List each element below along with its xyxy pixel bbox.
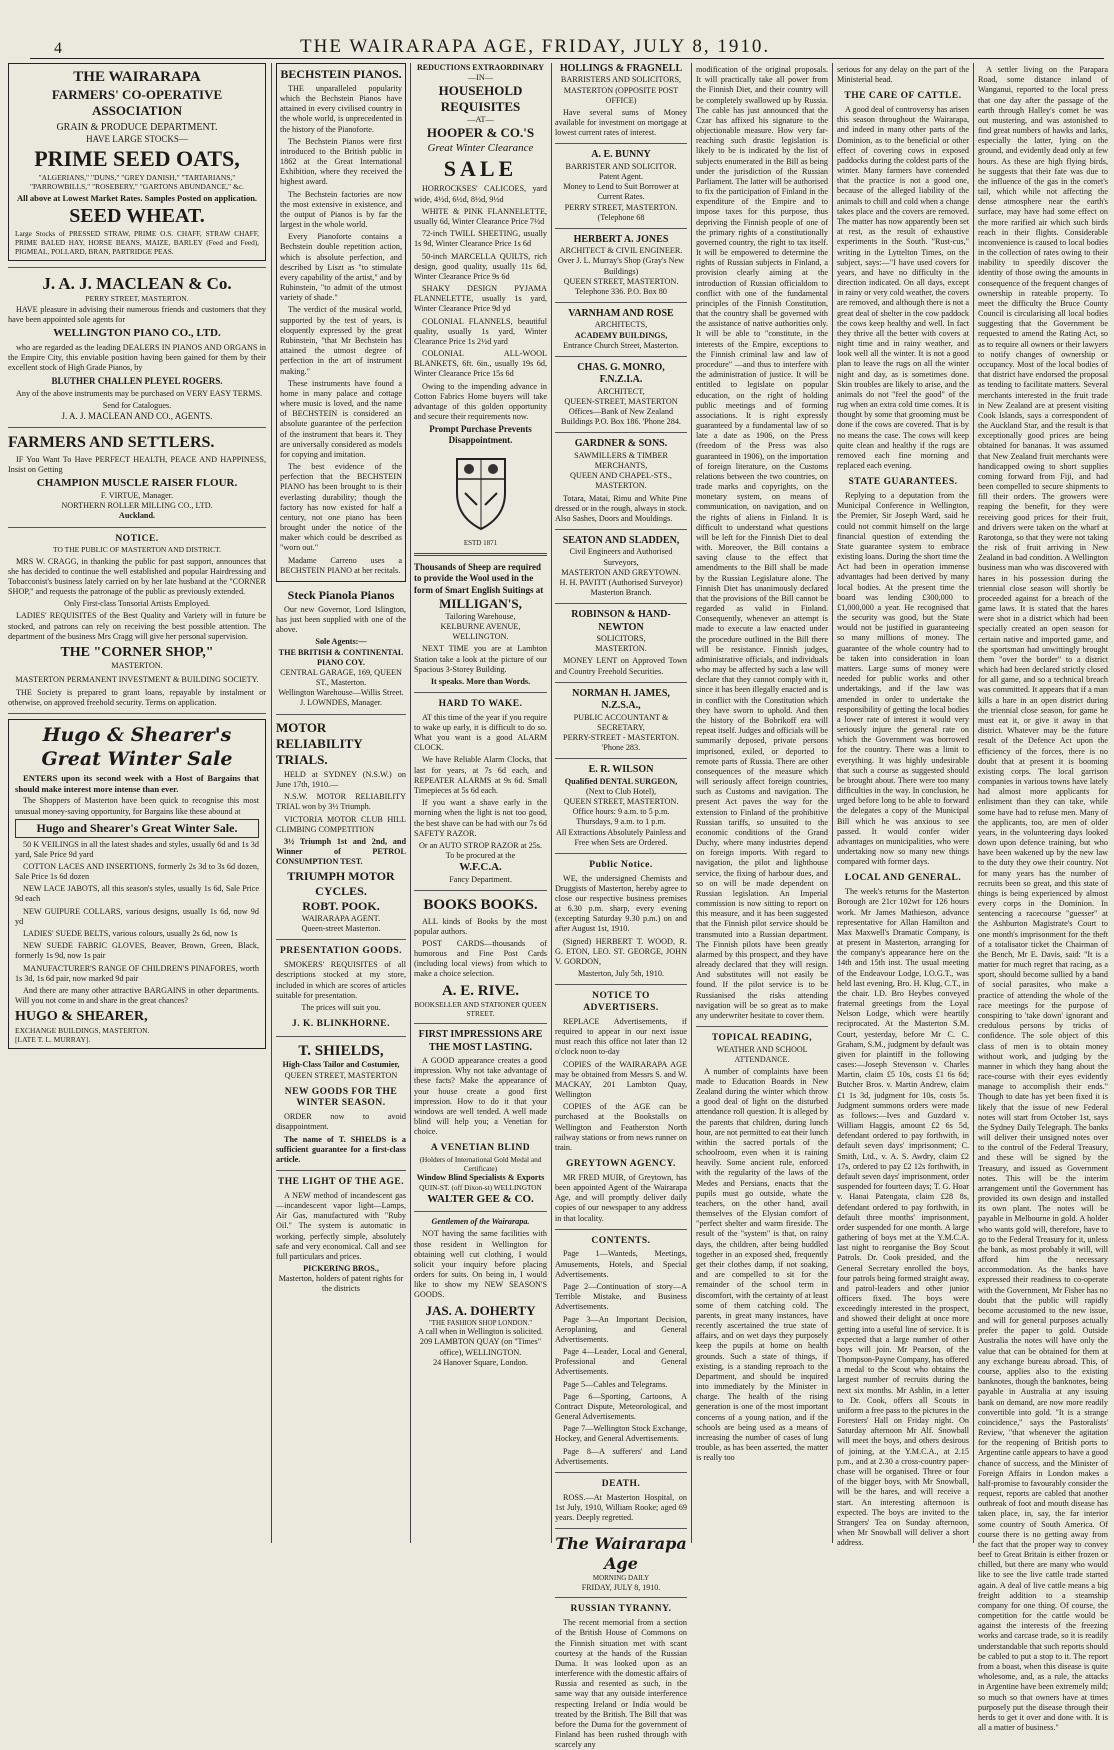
ad-headline: SEED WHEAT. [69, 204, 205, 227]
notice-text: Masterton, July 5th, 1910. [578, 969, 664, 979]
ad-item: NEW SUEDE FABRIC GLOVES, Beaver, Brown, Green, Black, formerly 1s 9d, now 1s pair [15, 941, 259, 961]
ad-headline: THE LIGHT OF THE AGE. [277, 1177, 405, 1188]
card-text: MASTERTON. [595, 644, 647, 654]
card-heading: HOLLINGS & FRAGNELL [559, 63, 683, 74]
column-rule [973, 63, 974, 1543]
maclean-ad [8, 273, 266, 423]
ad-text: Auckland. [118, 511, 156, 521]
notice-text: COPIES of the WAIRARAPA AGE may be obtained from Messrs S. and W. MACKAY, 201 Lambton Quay, Wellington [555, 1059, 687, 1100]
article-text: The week's returns for the Masterton Borough are 21cr 102wt for 126 hours work. Mr James Mathieson, advance representative for Allan Hamilton and Max Maxwell's Dramatic Company, is at present in Masterton, arranging for the company's appearance here on the 14th and 15th inst. The usual meeting of the Endeavour Lodge, I.O.G.T., was held last evening, Bro. H. Klug, C.T., in the chair. I.D. Bro Heybes conveyed fraternal greetings from the Loyal Nelson Lodge, which were heartily reciprocated. At the Masterton S.M. Court, yesterday, before Mr C. C. Graham, S.M., judgment by default was given for plaintiff in the following cases:—Joseph Stevenson v. Charles Martin, claim £5 10s, costs £1 6s 6d; Butcher Bros. v. Martin Andrew, claim £1 1s 3d, judgment for 10s, costs 5s. Judgment summons orders were made as follows:—Ives and Guzdard v. William Haggis, amount £2 6s 5d, defendant ordered to pay forthwith, in default seven days' imprisonment; C. Smith, Ltd., v. A. S. Awdry, claim £2 17s, ordered to pay £2 12s forthwith, in default seven days' imprisonment, order suspended for fourteen days; T. G. Hoar v. Hanai Patengata, claim £28 8s, defendant ordered to pay forthwith, in default three months' imprisonment, order suspended for one month. A large gathering of boys met at the Y.M.C.A. last night to reorganise the Boy Scout Patrols. Dr. Cook presided, and the General Secretary enrolled the boys, four patrols being formed straight away, and patrol-leaders and other junior officers fixed. The boys were exceedingly interested in the prospect, and showed their delight at once more getting into a useful line of service. It is expected that a large number of other boys will join. Mr Pearson, of the Thompson-Payne Company, has offered a medal to the Scout who obtains the largest number of recruits during the next six months. Mr Ashlin, in a letter to Dr. Cook, offers all Scouts in uniform a free pass to the pictures in the Foresters' Hall on Friday night. On Saturday afternoon Mr Alf. Snowball will meet the boys, and others desirous of joining, at the Y.M.C.A., at 2.15 p.m., and at 2.30 a cross-country paper-chase will be organised. Three or four of the bigger boys, with Mr Snowball, will be the hares, and will receive a start. An interesting afternoon is expected. The boys are invited to the Strangers' Tea on Sunday afternoon, when Mr Snowball will deliver a short address. [837, 887, 969, 1548]
card-heading: NORMAN H. JAMES, N.Z.S.A., [572, 687, 670, 712]
card-text: Telephone 336. P.O. Box 80 [575, 286, 667, 296]
ad-text: All above at Lowest Market Rates. Samples Posted on application. [16, 193, 258, 204]
ad-text: BOOKSELLER AND STATIONER QUEEN STREET. [414, 1000, 547, 1019]
notice-text: COPIES of the AGE can be purchased at the Bookstalls on Wellington and Featherston North railway stations or from news runner on train. [555, 1102, 687, 1152]
separator [555, 758, 687, 759]
notice-heading: NOTICE. [115, 533, 159, 544]
column-rule [691, 63, 692, 1543]
article-heading: TOPICAL READING, [711, 1033, 813, 1044]
ad-headline: Gentlemen of the Wairarapa. [431, 1217, 530, 1227]
ad-headline: PRIME SEED OATS, [34, 146, 240, 172]
notice-text: Only First-class Tonsorial Artists Employed. [64, 599, 210, 609]
contents-item: Page 3—An Important Decision, Aeroplaning, and General Advertisements. [555, 1314, 687, 1344]
ad-headline: W.F.C.A. [459, 861, 502, 874]
ad-text: "THE FASHION SHOP LONDON." [428, 1318, 533, 1327]
ad-text: Wellington Warehouse—Willis Street. [278, 688, 404, 698]
newspaper-title: THE WAIRARAPA AGE, FRIDAY, JULY 8, 1910. [300, 36, 771, 57]
separator [555, 228, 687, 229]
ad-text: PERRY STREET, MASTERTON. [85, 293, 189, 303]
ad-text: NOT having the same facilities with those resident in Wellington for obtaining well cut clothing, I would solicit your inquiry before placing orders for suits. On being in, I would like to show my NEW SEASON'S GOODS. [414, 1229, 547, 1300]
separator [555, 1597, 687, 1598]
ad-text: WELLINGTON. [452, 632, 509, 642]
separator [414, 1211, 547, 1212]
ad-text: The name of T. SHIELDS is a sufficient guarantee for a first-class article. [276, 1134, 406, 1164]
ad-text: THE unparalleled popularity which the Bechstein Pianos have attained in every civilised country in the whole world, is unprecedented in the history of the Pianoforte. [280, 83, 402, 134]
contents-item: Page 6—Sporting, Cartoons, A Contract Dispute, Meteorological, and General Advertisements. [555, 1391, 687, 1422]
article-text: A good deal of controversy has arisen this season throughout the Wairarapa, and indeed in many other parts of the Dominion, as to the beneficial or other effect of covering cows in exposed paddocks during the coldest parts of the winter. Many farmers have contended that the practice is not a good one, because of the alleged liability of the animals to chill and cold when a change takes place and the covers are removed. The matter has now apparently been set at rest, as the result of exhaustive experiments in the South. "Rust-cus," writing in the Lyttelton Times, on the subject, says:—"I have used covers for years, and have no difficulty in the direction indicated. On all days, except in rainy or very cold weather, the covers are removed, and although there is not a great deal of shelter in the cow paddock the cows keep healthy and well. In fact they thrive all the better with covers at night time and in rainy weather, and look well all the winter. It is not a good plan to leave the rugs on all the winter night and day, as is sometimes done. Skin troubles are likely to arise, and the animals do not "feel the good" of the rug when an extra cold time comes. It is thought by some that grooming must be done if the cows are covered. That is by no means the case. The cows will keep quite clean and healthy if the rugs are removed each fine morning and replaced each evening. [837, 105, 969, 471]
crest-caption: ESTD 1871 [463, 538, 498, 547]
notice-text: LADIES' REQUISITES of the Best Quality and Variety will in future be stocked, and patrons can rely on receiving the best possible attention. The department of the business Mrs Cragg will give her personal supervision. [8, 611, 266, 641]
ad-text: NEXT TIME you are at Lambton Station take a look at the picture of our Spacious 3-Storey Building. [414, 644, 547, 674]
card-text: Office hours: 9 a.m. to 5 p.m. Thursdays, 9 a.m. to 1 p.m. [572, 807, 670, 827]
ad-text: (Holders of International Gold Medal and Certificate) [419, 1155, 542, 1174]
ad-text: F. VIRTUE, Manager. [100, 491, 174, 500]
card-heading: ROBINSON & HAND-NEWTON [571, 609, 671, 633]
article-text: serious for any delay on the part of the Ministerial head. [837, 65, 969, 85]
ad-text: KELBURNE AVENUE, [440, 621, 521, 631]
death-notice [555, 1479, 687, 1523]
card-text: QUEEN STREET, MASTERTON. [563, 276, 679, 286]
ad-heading: THE WAIRARAPA [73, 69, 201, 85]
article-heading: RUSSIAN TYRANNY. [570, 1604, 672, 1615]
masthead-rule [30, 58, 1104, 59]
card-text: Entrance Church Street, Masterton. [563, 340, 679, 350]
separator [555, 603, 687, 604]
ad-text: The Bechstein Pianos were first introduced to the British public in 1862 at the Great International Exhibition, where they received the highest award. [280, 136, 402, 187]
russian-tyranny-article [555, 1604, 687, 1750]
ad-headline: SALE [443, 156, 518, 182]
ad-text: A call when in Wellington is solicited. [418, 1327, 543, 1337]
corner-shop-notice [8, 534, 266, 708]
contents-item: Page 4—Leader, Local and General, Professional and General Advertisements. [555, 1347, 687, 1377]
ad-text: The Bechstein factories are now the most extensive in existence, and the output of Pianos is by far the largest in the whole world. [280, 189, 402, 230]
public-notice [555, 860, 687, 979]
ad-text: —IN— [467, 72, 493, 82]
notice-heading: THE "CORNER SHOP," [60, 644, 214, 660]
ad-text: High-Class Tailor and Costumier, [282, 1060, 400, 1070]
separator [555, 1472, 687, 1473]
separator [696, 1026, 828, 1027]
card-text: Qualified DENTAL SURGEON, [564, 776, 678, 786]
article-text: The recent memorial from a section of the British House of Commons on the Finnish situation met with scant courtesy at the hands of the Russian Duma. It was looked upon as an interference with the domestic affairs of Russia and resented as such, in the same way that any outside interference respecting Ireland or India would be treated by the British. The Bill that was before the Duma for the government of Finland has been rushed through with scarcely any [555, 1618, 687, 1750]
card-text: ARCHITECTS, [594, 320, 648, 330]
ad-text: If you want a shave early in the morning when the light is not too good, the best shave can be had with our 7s 6d SAFETY RAZOR. [414, 798, 547, 838]
crest-shield-icon [449, 453, 513, 533]
ad-headline: HUGO & SHEARER, [15, 1009, 148, 1025]
card-text: SAWMILLERS & TIMBER MERCHANTS, [574, 450, 668, 471]
ad-item: NEW GUIPURE COLLARS, various designs, usually 1s 6d, now 9d yd [15, 906, 259, 926]
separator [555, 984, 687, 985]
ad-headline: J. K. BLINKHORNE. [292, 1019, 390, 1030]
ad-item: COLONIAL ALL-WOOL BLANKETS, 6ft. 6in., usually 19s 6d, Winter Clearance Price 15s 6d [414, 349, 547, 379]
column-5 [696, 63, 828, 1543]
ad-headline: Hugo and Shearer's Great Winter Sale. [15, 819, 259, 838]
ad-text: BLUTHER CHALLEN PLEYEL ROGERS. [51, 375, 223, 386]
ad-text: HAVE pleasure in advising their numerous friends and customers that they have been appointed sole agents for [8, 305, 266, 325]
ad-text: A GOOD appearance creates a good impression. Why not take advantage of these facts? Make the appearance of your house create a good first impression. How to do it that your windows are well tended. A well made blind will help you; a Venetian for choice. [414, 1056, 547, 1137]
notice-heading: GREYTOWN AGENCY. [566, 1159, 676, 1170]
ad-headline: Great Winter Clearance [427, 141, 534, 154]
ad-headline: TRIUMPH MOTOR CYCLES. [287, 869, 395, 899]
notice-heading: NOTICE TO ADVERTISERS. [583, 991, 659, 1014]
article-text: modification of the original proposals. It will practically take all power from the Finnish Diet, and their country will be completely swallowed up by Russia. The cable has just announced that the Czar has affixed his signature to the objectionable measure. How very far-reaching such drastic legislation is likely to be is indicated by the list of subjects enumerated in the Bill as being under the jurisdiction of the Russian Parliament. The latter will be authorised to fix the participation of Finland in the expenditure of the Empire and to impose taxes for this purpose, thus depriving the Finnish people of one of the primary rights of a constitutionally governed country, the right to tax itself. It will be empowered to determine the rights of Russian subjects in Finland, a provision clearly aiming at the introduction of Russian officialdom to conflict with one of the fundamental principles of the Finnish Constitution, that the country shall be governed with the assistance of native authorities only. It will be able to "constitute, in the interests of the Empire, exceptions to the Finnish criminal law and law of procedure" —and thus to interfere with the administration of justice. It will be entitled to legislate on popular education, on the right of holding public meetings and of forming associations. It is right expressly guaranteed by a fundamental law of so late a date as 1906, on the Press (freedom of the Press was also guaranteed in 1906), on the importation of foreign literature, on the Customs relations between the two countries, on trade marks and copyrights, on the monetary system, on means of communication, on navigation, and on the rights of aliens in Finland. It is difficult to understand what questions will be left for the Finnish Diet to deal with. Moreover, the Bill contains a saving clause to the effect that amendments to the Bill shall be made by the Russian Legislature alone. The Finnish Diet has unanimously declared that the provisions of the Bill cannot be regarded as valid in Finland. Consequently, whenever an attempt is made to execute a law enacted under the procedure outlined in the Bill there will be resistance. Finnish judges, administrative officials, and individuals who may be affected by such a law will declare that they cannot comply with it, since it has been illegally enacted and is in conflict with the Constitution which they have sworn to uphold. And then the history of the Bobrikoff era will repeat itself. Judges and officials will be summarily deposed, private persons imprisoned, exiled, or deported to remote parts of Russia. There are other consequences of the measure which will seriously affect foreign countries, such as Customs and navigation. The present Act paves the way for the extension to Finland of the prohibitive Russian tariffs, so unsuited to the economic conditions of the Grand Duchy, where many industries depend on foreign imports. With regard to navigation, the pilot and lighthouse service, the fixing of harbour dues, and so on will be made dependent on Russian legislation. An Imperial commission is now sitting to report on this measure, and it has been suggested that the Finnish pilot service should be transmuted into a Russian department. The Finnish pilots have been greatly alarmed by this prospect, and they have already declared that they will resign. And substitutes will not easily be found. If the pilot service is to be Russianised the risks attending navigation will be so great as to make any underwriter hesitate to cover them. [696, 65, 828, 1020]
card-text: Offices—Bank of New Zealand Buildings P.O. Box 186. 'Phone 284. [561, 407, 681, 427]
ad-text: Or an AUTO STROP RAZOR at 25s. [418, 840, 543, 850]
ad-headline: FARMERS AND SETTLERS. [8, 434, 215, 452]
card-text: ARCHITECT & CIVIL ENGINEER. [559, 246, 683, 256]
card-text: QUEEN AND CHAPEL-STS., MASTERTON. [570, 471, 672, 491]
ad-headline: ROBT. POOK. [302, 899, 380, 914]
ad-text: Queen-street Masterton. [301, 924, 381, 934]
ad-text: It speaks. More than Words. [430, 676, 531, 686]
ad-text: AT this time of the year if you require to wake up early, it is difficult to do so. What you want is a good ALARM CLOCK. [414, 712, 547, 753]
ad-text: ALL kinds of Books by the most popular authors. [414, 916, 547, 936]
ad-headline: HOOPER & CO.'S [426, 125, 535, 141]
ad-text: A NEW method of incandescent gas—incandescent vapor light—Lamps, Air Gas, manufactured with "Ruby Oil." The system is automatic in working, perfectly simple, absolutely safe and very economical. Call and see full particulars and prices. [276, 1190, 406, 1261]
ad-text: The verdict of the musical world, supported by the test of years, is eloquently expressed by the great Rubinstein, "that Mr Bechstein has attained the utmost degree of perfection in the art of instrument making." [280, 305, 402, 376]
column-7 [978, 63, 1108, 1733]
article-heading: THE CARE OF CATTLE. [844, 91, 962, 102]
ad-item: MANUFACTURER'S RANGE OF CHILDREN'S PINAFORES, worth 1s 3d, 1s 6d pair, now marked 9d pair [15, 963, 259, 983]
ad-text: Our new Governor, Lord Islington, has just been supplied with one of the above. [276, 604, 406, 635]
ad-text: We have Reliable Alarm Clocks, that last for years, at 7s 6d each, and REPEATER ALARMS at 9s 6d. Small Timepieces at 5s 6d each. [414, 755, 547, 795]
card-heading: HERBERT A. JONES [573, 233, 669, 245]
card-text: H. H. PAVITT (Authorised Surveyor) Masterton Branch. [559, 577, 683, 598]
editorial-flag [555, 1534, 687, 1592]
editorial-date: FRIDAY, JULY 8, 1910. [581, 1582, 661, 1592]
article-heading: STATE GUARANTEES. [848, 477, 958, 488]
separator [8, 427, 266, 428]
separator [276, 1170, 406, 1171]
ad-headline: BOOKS BOOKS. [423, 896, 538, 913]
ad-text: Masterton, holders of patent rights for the districts [278, 1274, 404, 1294]
ad-text: who are regarded as the leading DEALERS IN PIANOS AND ORGANS in the Empire City, this enviable position having been gained for them by their excellent stock of High Grade Pianos, by [8, 343, 266, 373]
ad-item: LADIES' SUEDE BELTS, various colours, usually 2s 6d, now 1s [23, 929, 238, 938]
card-heading: VARNHAM AND ROSE [568, 308, 674, 320]
separator [414, 692, 547, 693]
separator [414, 553, 547, 556]
advertisers-notice [555, 991, 687, 1223]
notice-text: THE Society is prepared to grant loans, repayable by instalment or otherwise, on approved freehold security. Terms on application. [8, 687, 266, 707]
column-3 [414, 63, 547, 1543]
column-2 [276, 63, 406, 1543]
ad-text: Thousands of Sheep are required to provide the Wool used in the form of Smart English Suitings at [414, 562, 544, 595]
column-rule [832, 63, 833, 1543]
editorial-subtitle: MORNING DAILY [592, 1573, 650, 1582]
doherty-ad [414, 1217, 547, 1368]
steck-ad [276, 588, 406, 709]
contents-list [555, 1236, 687, 1467]
card-text: ACADEMY BUILDINGS, [574, 330, 668, 340]
notice-text: WE, the undersigned Chemists and Druggists of Masterton, hereby agree to close our respective business premises at 6.30 p.m. sharp, every evening (excepting Saturday 9.30 p.m.) on and after August 1st, 1910. [555, 873, 687, 934]
ad-text: The best evidence of the perfection that the BECHSTEIN PIANO has been brought to is their everlasting durability; though the factory has now existed for half a century, not one piano has been brought under the notice of the maker which could be described as "worn out." [280, 462, 402, 553]
contents-item: Page 7—Wellington Stock Exchange, Hockey, and General Advertisements. [555, 1424, 687, 1444]
column-6 [837, 63, 969, 1548]
column-rule [271, 63, 272, 1543]
notice-text: MRS W. CRAGG, in thanking the public for past support, announces that she has decided to continue the well established and popular Hairdressing and Tobacconist's business lately carried on by her late husband at the "CORNER SHOP," and requests the patronage of the public as previously extended. [8, 556, 266, 597]
ad-headline: HARD TO WAKE. [438, 699, 523, 710]
ad-headline: BECHSTEIN PIANOS. [280, 67, 402, 81]
card-text: SOLICITORS, [596, 634, 646, 644]
separator [414, 890, 547, 891]
ad-text: Fancy Department. [449, 874, 512, 884]
ad-headline: PRESENTATION GOODS. [279, 946, 403, 957]
ad-item: 50 K VEILINGS in all the latest shades and styles, usually 6d and 1s 3d yard, Sale Price 9d yard [15, 839, 259, 859]
ad-text: VICTORIA MOTOR CLUB HILL CLIMBING COMPETITION [276, 814, 406, 834]
ad-text: PICKERING BROS., [303, 1264, 379, 1274]
ad-text: To be procured at the [445, 851, 516, 861]
card-text: Patent Agent. [598, 171, 644, 181]
card-text: MONEY LENT on Approved Town and Country Freehold Securities. [555, 656, 687, 676]
ad-text: EXCHANGE BUILDINGS, MASTERTON. [15, 1025, 150, 1035]
article-subheading: WEATHER AND SCHOOL ATTENDANCE. [716, 1044, 808, 1064]
contents-item: Page 8—A sufferers' and Land Advertisements. [555, 1446, 687, 1466]
column-rule [410, 63, 411, 1543]
ad-text: QUIN-ST. (off Dixon-st) WELLINGTON [419, 1183, 542, 1193]
column-4 [555, 63, 687, 1750]
ad-item: 72-inch TWILL SHEETING, usually 1s 9d, Winter Clearance Price 1s 6d [414, 229, 547, 249]
separator [276, 1036, 406, 1037]
card-text: Money to Lend to Suit Borrower at Current Rates. [563, 182, 679, 202]
motor-trials-ad [276, 720, 406, 1295]
ad-text: Large Stocks of PRESSED STRAW, PRIME O.S. CHAFF, STRAW CHAFF, PRIME BALED HAY, HORSE BEANS, MAIZE, BARLEY (Feed and Feed), PIGMEAL, POLLARD, BRAN, PARTRIDGE PEAS. [15, 228, 259, 256]
card-heading: GARDNER & SONS. [574, 438, 668, 450]
ad-text: POST CARDS—thousands of humorous and Fine Post Cards (including local views) from which to make a choice selection. [414, 938, 547, 979]
ad-text: The prices will suit you. [301, 1002, 381, 1012]
card-text: QUEEN-STREET, MASTERTON [564, 396, 678, 406]
card-text: 'Phone 283. [601, 743, 641, 753]
ad-item: COLONIAL FLANNELS, beautiful quality, usually 1s yard, Winter Clearance Price 1s 2½d yard [414, 316, 547, 346]
ad-headline: Steck Pianola Pianos [287, 587, 395, 602]
ad-text: J. LOWNDES, Manager. [299, 698, 383, 708]
contents-item: Page 5—Cables and Telegrams. [563, 1379, 668, 1389]
flour-ad [8, 433, 266, 521]
article-heading: LOCAL AND GENERAL. [844, 873, 962, 884]
ad-text: 209 LAMBTON QUAY (on "Times" office), WELLINGTON. [419, 1337, 542, 1357]
ad-headline: A VENETIAN BLIND [430, 1143, 531, 1154]
ad-text: HAVE LARGE STOCKS— [86, 134, 188, 145]
ad-text: SMOKERS' REQUISITES of all descriptions stocked at my store, included in which are scores of articles suitable for presentation. [276, 960, 406, 1000]
card-text: Totara, Matai, Rimu and White Pine dressed or in the rough, always in stock. Also Sashes, Doors and Mouldings. [555, 493, 687, 523]
separator [555, 682, 687, 683]
ad-text: Window Blind Specialists & Exports [416, 1173, 545, 1183]
separator [555, 356, 687, 357]
ad-headline: HOUSEHOLD REQUISITES [438, 83, 523, 115]
professional-cards [555, 63, 687, 848]
notice-text: TO THE PUBLIC OF MASTERTON AND DISTRICT. [53, 545, 221, 555]
ad-text: Sole Agents:— [315, 637, 367, 647]
ad-item: HORROCKSES' CALICOES, yard wide, 4½d, 6½d, 8½d, 9½d [414, 184, 547, 204]
article-text: Replying to a deputation from the Municipal Conference in Wellington, the Premier, Sir Joseph Ward, said he could not commit himself on the large financial question of extending the State guarantee system to embrace existing loans. During the short time the Act had been in operation immense advantages had been derived by many local bodies. At the present time the board was lending £300,000 to £1,000,000 a year. He recognised that the security was good, but the State would not be justified in guaranteeing so many millions of money. The guarantee of the whole country had to be taken into consideration in loan matters. Large sums of money were needed for public works and other undertakings, and if the law was amended in order to undertake the responsibility of getting the local bodies a lower rate of interest it would very seriously injure the general rate on which the Government was borrowed for the country. There was a limit to everything. It was highly undesirable that such a course as suggested should be brought about. There were too many difficulties in the way. In conclusion, he urged before long to be able to forward the delegates a copy of the Municipal Bill which he was anxious to see passed. It would confer wider advantages on municipalities, who were undertaking now so many new things compared with former days. [837, 491, 969, 867]
ad-text: The Shoppers of Masterton have been quick to recognise this most unusual money-saving opportunity, for Bargains like these abound at [15, 796, 259, 816]
contents-item: Page 1—Wanteds, Meetings, Amusements, Hotels, and Special Advertisements. [555, 1249, 687, 1279]
ad-headline: A. E. RIVE. [441, 982, 520, 999]
separator [555, 1528, 687, 1529]
editorial-title: The Wairarapa Age [555, 1534, 687, 1574]
card-text: BARRISTER AND SOLICITOR. [565, 161, 677, 171]
contents-item: Page 2—Continuation of story—A Terrible Mistake, and Business Advertisements. [555, 1282, 687, 1312]
ad-heading: FARMERS' CO-OPERATIVE ASSOCIATION [51, 86, 223, 118]
card-text: PUBLIC ACCOUNTANT & SECRETARY, [573, 712, 669, 732]
separator [555, 1229, 687, 1230]
ad-text: ORDER now to avoid disappointment. [276, 1112, 406, 1132]
separator [8, 713, 266, 714]
ad-text: IF You Want To Have PERFECT HEALTH, PEACE AND HAPPINESS, Insist on Getting [8, 455, 266, 475]
separator [276, 939, 406, 940]
ad-text: Any of the above instruments may be purchased on VERY EASY TERMS. [16, 388, 263, 398]
separator [8, 267, 266, 268]
ad-text: THE BRITISH & CONTINENTAL PIANO COY. [278, 647, 404, 667]
card-text: Have several sums of Money available for investment on mortgage at lowest current rates of interest. [555, 107, 687, 138]
milligan-ad [414, 562, 547, 687]
ad-headline: JAS. A. DOHERTY [425, 1302, 536, 1318]
card-text: All Extractions Absolutely Painless and Free when Sets are Ordered. [555, 827, 687, 847]
ad-headline: WELLINGTON PIANO CO., LTD. [53, 327, 221, 340]
card-text: ARCHITECT, [597, 386, 645, 396]
article-text: A settler living on the Parapara Road, some distance inland of Wanganui, reported to the local press that one day after the passage of the earth through Halley's comet he was out mustering, and was astonished to find great numbers of hawks and larks, especially the latter, lying on the ground, and evidently dead only at few hours. As these are high flying birds, he suggests that their fate was due to the influence of the gas in the comet's tail, which while not affecting the dense atmosphere near the earth's surface, may have had some effect on the more rarified air which such birds reach in their flights. Considerable inconvenience is caused to local bodies in the collection of rates owing to their inability to speedily discover the identity of those owing the amounts in consequence of the frequent changes of ownership in rateable property. To meet the difficulty the Bruce County Council is circularising all local bodies suggesting that the Government be requested to amend the Rating Act, so as to require all owners or their lawyers to notify changes of ownership or occupancy. Most of the local bodies of that district have endorsed the proposal as tending to facilitate matters. Several merchants interested in the fruit trade in New Zealand are at present visiting Cook Islands, says a correspondent of the Auckland Star, and the result is that exceptionally good prices are being obtained for bananas. It was assumed that New Zealand fruit merchants were handicapped owing to short supplies coming forward from Fiji, and had been compelled to secure shipments to fill their orders. The growers were reaping the benefit, for they were receiving good prices for their fruit, and drivers were taken on the wharf at Rarotonga, so that they were not taking the risk of fruit arriving in New Zealand in bad condition. A Wellington business man who was discovered with hares in his possession during the triennial close season will shortly be proceeded against for a breach of the game laws. It is stated that the hares were shot in a district which had been specially created an open season for certain native and imported game, and the sportsman had unwittingly brought them "over the border" to a district which had been declared strictly closed for all game, and so a technical breach was committed. It appears that if a man kills a hare in an open district during the triennial close season, for game he must eat it, or give it away in that district. Whatever may be the future result of the Defence Act upon the efficiency of the forces, there is no doubt that at present it is booming existing corps. The local garrison companies in various towns have lately had almost more applicants for enlistment than they can take, while some have had to refuse men. Many of the applicants, too, are men of older years, in the volunteering days looked down upon defence training, but who have been wakened up by the new law to the duty they owe their country. Not for many years has the number of recruits been so great, and this state of things is being experienced by almost every corps in the Dominion. In sentencing a racecourse "guesser" at the Ashburton Magistrate's Court to one month's imprisonment for the theft of a totalisator ticket the Chairman of the Bench, Mr E. Davis, said: "It is a matter for much regret that racing, as a sport, should become sullied by a band of social parasites, who make a practice of attending the whole of the race meetings for the purpose of conspiring to 'take down' ignorant and credulous persons by tricks of confidence. The sole object of this class of men is to obtain money without work, and judging by the manner in which they hang about the race-course with their eyes evidently manage to accomplish their ends." Though to date has yet been fixed it is likely that the issue of new Federal notes will start from October 1st, says the Sydney Daily Telegraph. The banks will deliver their unsigned notes over to the control of the Federal Treasury, and these will be signed by the Treasury, and issued as Government notes. This will be the interim arrangement until the Government has provided its own design and installed its own plant. The notes will be payable in Melbourne in gold. A holder who wants gold will, therefore, have to go to the Federal Treasury for it, unless the bank, as most probably it will, will afford him the necessary accommodation. As the banks have expressed their readiness to co-operate with the Government, Mr Fisher has no doubt that the public will rapidly become accustomed to the new issue, and will for general purposes actually prefer the paper to gold. Outside Australia the notes will have only the value that can be obtained for them at any exchange bureau abroad. This, of course, applies also to the existing banknotes, though the banknotes, being payable in Australia at any issuing bank on demand, are now more readily convertible into gold. "It is a strange coincidence," says the Pastoralists' Review, "that whenever the agitation for the reopening of British ports to Argentine cattle appears to have a good chance of success, and the Minister of Foreign Affairs in London makes a half-promise to favourably consider the request, reports are cabled that another outbreak of foot and mouth disease has taken place, in, say, the far interior some country of South America. Of course there is no getting away from the fact that the proper way to convey beef to Great Britain is either frozen or chilled, but there are many who would like to see the live cattle trade started again. A deal of live cattle means a big freight addition to a steamship company for one thing. Of course, the competition for the cattle would be against the interests of the freezing works and carcase trade, so it is readily understandable that such reports should be cabled to put a stop to it. The report from a boast, when this disease is quite wholesome, and, as a rule, the attacks in Argentine have been extremely mild; so much so that owners have at times purposely put the disease through their herds to get it over and done with. It is all a matter of business." [978, 65, 1108, 1733]
card-text: BARRISTERS AND SOLICITORS, [560, 75, 682, 85]
ad-headline: T. SHIELDS, [298, 1042, 384, 1059]
card-heading: E. R. WILSON [588, 764, 654, 776]
card-heading: CHAS. G. MONRO, F.N.Z.I.A. [577, 362, 665, 386]
ad-headline: MOTOR RELIABILITY TRIALS. [276, 719, 363, 767]
ad-item: NEW LACE JABOTS, all this season's styles, usually 1s 6d, Sale Price 9d each [15, 884, 259, 904]
ad-item: COTTON LACES AND INSERTIONS, formerly 2s 3d to 3s 6d dozen, Sale Price 1s 6d dozen [15, 861, 259, 882]
separator [8, 527, 266, 528]
notice-heading: DEATH. [601, 1478, 641, 1489]
alarm-clock-ad [414, 699, 547, 885]
notice-text: REPLACE Advertisements, if required to appear in our next issue must reach this office not later than 12 o'clock noon to-day [555, 1016, 687, 1057]
ad-text: Send for Catalogues. [102, 400, 172, 410]
card-heading: A. E. BUNNY [591, 149, 651, 161]
card-text: QUEEN STREET, MASTERTON. [563, 796, 679, 806]
separator [555, 853, 687, 854]
page-number: 4 [54, 40, 62, 57]
separator [555, 302, 687, 303]
ad-headline: Hugo & Shearer's Great Winter Sale [41, 724, 233, 770]
card-text: PERRY STREET, MASTERTON. [564, 202, 678, 212]
card-text: Civil Engineers and Authorised Surveyors, [569, 547, 673, 567]
ad-text: 24 Hanover Square, London. [433, 1357, 528, 1367]
card-heading: SEATON AND SLADDEN, [562, 535, 680, 547]
ad-text: CENTRAL GARAGE, 169, QUEEN ST., Masterton. [280, 667, 402, 688]
ad-text: N.S.W. MOTOR RELIABILITY TRIAL won by 3½ Triumph. [276, 792, 406, 812]
ad-text: REDUCTIONS EXTRAORDINARY [416, 63, 545, 72]
ad-headline: J. A. J. MACLEAN & Co. [42, 273, 232, 293]
ad-item: And there are many other attractive BARGAINS in other departments. Will you not come in and share in the great chances? [15, 985, 259, 1006]
farmers-association-ad [8, 63, 266, 261]
ad-text: Every Pianoforte contains a Bechstein double repetition action, which is absolute perfection, and described by Liszt as "to stimulate every capability of the artist," and by Rubinstein, "to admit of the utmost variety of shade." [280, 232, 402, 303]
notice-text: (Signed) HERBERT T. WOOD, R. G. ETON, LEO. ST. GEORGE, JOHN V. GORDON, [555, 936, 687, 966]
books-ad [414, 896, 547, 1206]
separator [555, 529, 687, 530]
ad-text: HELD at SYDNEY (N.S.W.) on June 17th, 1910.— [276, 769, 406, 790]
separator [555, 432, 687, 433]
hugo-shearer-ad [8, 719, 266, 1049]
ad-text: ENTERS upon its second week with a Host of Bargains that should make interest more intense than ever. [15, 773, 259, 794]
ad-text: Prompt Purchase Prevents Disappointment. [429, 424, 532, 446]
ad-text: Madame Carreno uses a BECHSTEIN PIANO at her recitals. [280, 555, 402, 575]
ad-headline: MILLIGAN'S, [439, 595, 522, 611]
notice-heading: Public Notice. [589, 859, 653, 870]
ad-item: SHAKY DESIGN PYJAMA FLANNELETTE, usually 1s yard, Winter Clearance Price 9d yd [414, 284, 547, 314]
ad-text: "ALGERIANS," "DUNS," "GREY DANISH," "TARTARIANS," "PARROWBILLS," "ROSEBERY," "GARTONS ABUNDANCE," &c. [29, 172, 245, 191]
ad-text: —AT— [467, 115, 494, 125]
ad-headline: NEW GOODS FOR THE WINTER SEASON. [284, 1086, 398, 1109]
column-1 [8, 63, 266, 1543]
masthead [0, 0, 1114, 57]
notice-text: ROSS.—At Masterton Hospital, on 1st July, 1910, William Rooke; aged 69 years. Deeply regretted. [555, 1492, 687, 1523]
ad-item: 50-inch MARCELLA QUILTS, rich design, good quality, usually 11s 6d, Winter Clearance Price 9s 6d [414, 251, 547, 281]
ad-headline: FIRST IMPRESSIONS ARE THE MOST LASTING. [418, 1029, 543, 1053]
ad-text: [LATE T. L. MURRAY]. [15, 1034, 91, 1044]
ad-headline: WALTER GEE & CO. [427, 1192, 534, 1205]
ad-item: WHITE & PINK FLANNELETTE, usually 6d, Winter Clearance Price 7½d [414, 206, 547, 226]
hooper-sale-ad [414, 63, 547, 447]
ad-text: QUEEN STREET, MASTERTON [284, 1070, 398, 1080]
separator [555, 143, 687, 144]
article-text: A number of complaints have been made to Education Boards in New Zealand during the winter which throw a good deal of light on the disturbed attendance roll question. It is alleged by the parents that children, during lunch hour, are not permitted to eat their lunch within the sacred portals of the schoolroom, even when it is raining heavily. Some ancient rule, enforced with the regularity of the laws of the Medes and Persians, enacts that the pupils must go outside, whate the teachers, on the other hand, avail themselves of the Elysian comfort of "perfect shelter and warm fireside. The result of the "system" is that, on rainy days, the children, after being huddled together in an exposed shed, frequently get their clothes damp, if not soaking, and are compelled to sit for the remainder of the school term in discomfort, with the certainty of at least some of them catching cold. The parents, in great many instances, have recently ascertained the true state of affairs, and on wet days they purposely keep the pupils at home on health grounds. Such a state of things, if existing, is a standing reproach to the Department, and should be inquired into immediately by the Minister in charge. The health of the rising generation is one of the most important concerns of a young nation, and if the schools are being used as a means of increasing the number of cases of lung trouble, as has been asserted, the matter is really too [696, 1066, 828, 1463]
notice-heading: MASTERTON PERMANENT INVESTMENT & BUILDING SOCIETY. [15, 675, 259, 685]
contents-heading: CONTENTS. [591, 1235, 651, 1246]
ad-text: These instruments have found a home in many palace and cottage where music is loved, and the name of BECHSTEIN is considered an absolute guarantee of the perfection of the instrument that bears it. They are universally considered as models for copying and imitation. [280, 378, 402, 459]
card-text: (Next to Club Hotel), [585, 786, 657, 796]
ad-text: Owing to the impending advance in Cotton Fabrics Home buyers will take advantage of this golden opportunity and secure their requirements now. [414, 381, 547, 422]
ad-text: Tailoring Warehouse, [445, 611, 516, 621]
card-text: PERRY-STREET - MASTERTON. [563, 732, 679, 742]
ad-text: J. A. J. MACLEAN AND CO., AGENTS. [61, 411, 213, 422]
card-text: MASTERTON (OPPOSITE POST OFFICE) [563, 85, 679, 105]
notice-text: MR FRED MUIR, of Greytown, has been appointed Agent of the Wairarapa Age, and will promptly deliver daily copies of our newspaper to any address in that locality. [555, 1172, 687, 1223]
ad-text: WAIRARAPA AGENT. [301, 914, 381, 924]
ad-headline: CHAMPION MUSCLE RAISER FLOUR. [36, 477, 238, 490]
notice-text: MASTERTON. [111, 661, 163, 671]
ad-subheading: GRAIN & PRODUCE DEPARTMENT. [56, 121, 218, 133]
ad-text: NORTHERN ROLLER MILLING CO., LTD. [61, 501, 213, 511]
separator [414, 1023, 547, 1024]
separator [276, 714, 406, 715]
bechstein-ad [276, 63, 406, 582]
card-text: MASTERTON AND GREYTOWN. [561, 567, 681, 577]
ad-text: 3½ Triumph 1st and 2nd, and Winner of PETROL CONSUMPTION TEST. [276, 836, 406, 867]
card-text: Over J. L. Murray's Shop (Gray's New Buildings) [557, 256, 685, 276]
column-rule [551, 63, 552, 1543]
card-text: (Telephone 68 [597, 212, 645, 222]
